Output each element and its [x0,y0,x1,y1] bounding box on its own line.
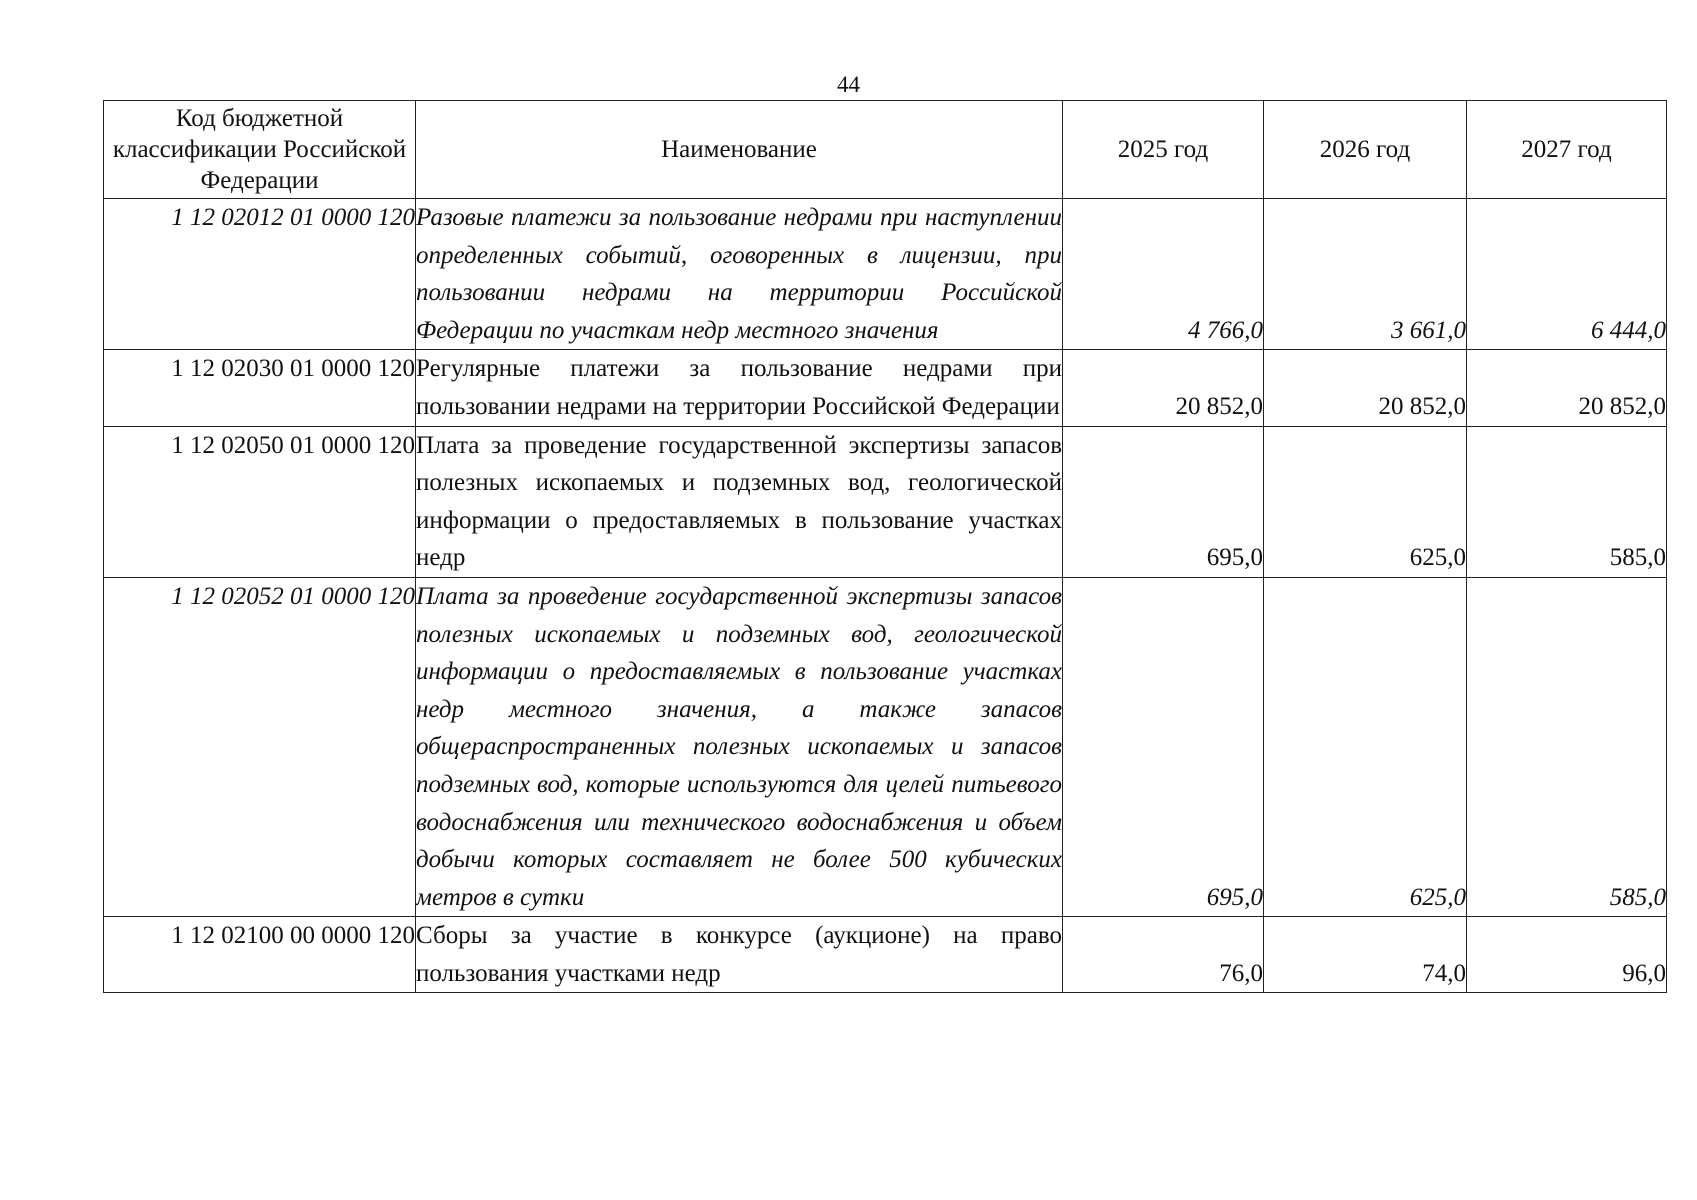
header-2025: 2025 год [1063,101,1264,199]
value-2027-cell: 585,0 [1467,426,1667,577]
header-2027: 2027 год [1467,101,1667,199]
value-2025-cell: 695,0 [1063,426,1264,577]
value-2026-cell: 625,0 [1264,577,1467,916]
budget-code-cell: 1 12 02100 00 0000 120 [104,917,416,993]
value-2025-cell: 20 852,0 [1063,350,1264,426]
value-2026-cell: 74,0 [1264,917,1467,993]
header-code: Код бюджетной классификации Российской Федерации [104,101,416,199]
value-2025-cell: 695,0 [1063,577,1264,916]
name-cell: Разовые платежи за пользование недрами при наступлении определенных событий, оговоренных в лицензии, при пользовании недрами на территории Российской Федерации по участкам недр местного значения [416,199,1063,350]
page-number: 44 [837,72,860,97]
value-2026-cell: 625,0 [1264,426,1467,577]
value-2027-cell: 96,0 [1467,917,1667,993]
table-row [104,426,1667,577]
table-row [104,917,1667,993]
value-2025-cell: 76,0 [1063,917,1264,993]
budget-code-cell: 1 12 02012 01 0000 120 [104,199,416,350]
value-2026-cell: 20 852,0 [1264,350,1467,426]
value-2026-cell: 3 661,0 [1264,199,1467,350]
budget-code-cell: 1 12 02050 01 0000 120 [104,426,416,577]
name-cell: Сборы за участие в конкурсе (аукционе) на право пользования участками недр [416,917,1063,993]
value-2027-cell: 585,0 [1467,577,1667,916]
budget-code-cell: 1 12 02030 01 0000 120 [104,350,416,426]
name-cell: Плата за проведение государственной экспертизы запасов полезных ископаемых и подземных вод, геологической информации о предоставляемых в пользование участках недр [416,426,1063,577]
value-2027-cell: 20 852,0 [1467,350,1667,426]
budget-code-cell: 1 12 02052 01 0000 120 [104,577,416,916]
table-row [104,199,1667,350]
name-cell: Регулярные платежи за пользование недрами при пользовании недрами на территории Российской Федерации [416,350,1063,426]
value-2027-cell: 6 444,0 [1467,199,1667,350]
header-name: Наименование [416,101,1063,199]
name-cell: Плата за проведение государственной экспертизы запасов полезных ископаемых и подземных вод, геологической информации о предоставляемых в пользование участках недр местного значения, а также запасов общераспространенных полезных ископаемых и запасов подземных вод, которые используются для целей питьевого водоснабжения или технического водоснабжения и объем добычи которых составляет не более 500 кубических метров в сутки [416,577,1063,916]
header-2026: 2026 год [1264,101,1467,199]
table-row [104,350,1667,426]
value-2025-cell: 4 766,0 [1063,199,1264,350]
table-header-row [104,101,1667,199]
table-row [104,577,1667,916]
budget-revenue-table [103,100,1667,993]
